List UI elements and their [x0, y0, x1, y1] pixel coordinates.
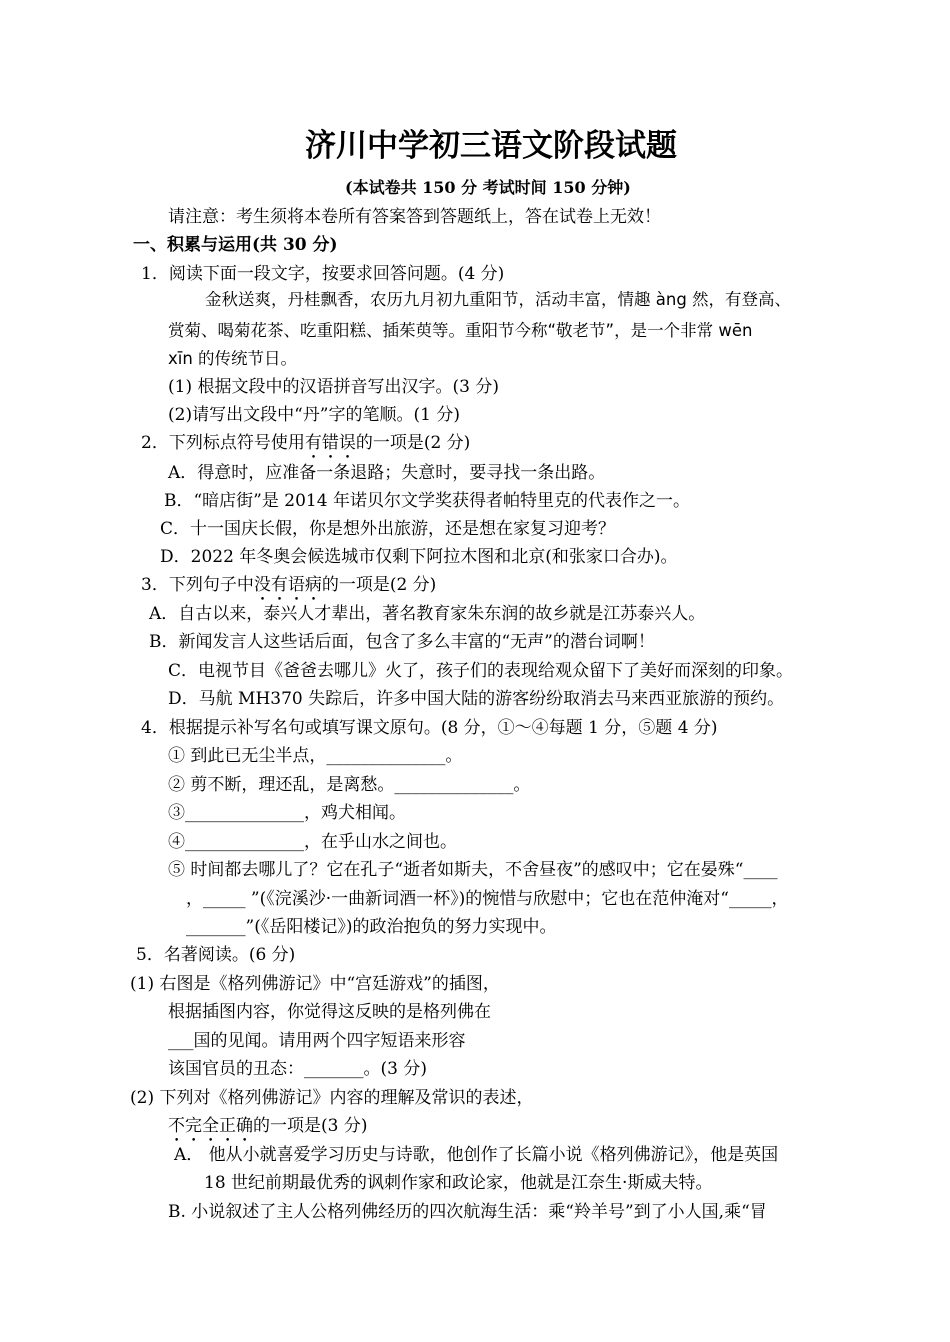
section-heading: 一、积累与运用(共 30 分)	[133, 235, 338, 255]
q1-sub2: (2)请写出文段中“丹”字的笔顺。(1 分)	[168, 405, 460, 425]
q5-stem: 5．名著阅读。(6 分)	[136, 945, 296, 965]
q5-part1-line: ___国的见闻。请用两个四字短语来形容	[168, 1031, 466, 1051]
q1-sub1: (1) 根据文段中的汉语拼音写出汉字。(3 分)	[168, 377, 499, 397]
q2-option-a: A．得意时，应准备一条退路；失意时，要寻找一条出路。	[168, 463, 606, 483]
q3-stem-emphasis: 没有语病	[253, 575, 322, 595]
q1-passage-line: xīn 的传统节日。	[168, 349, 298, 368]
q4-stem: 4．根据提示补写名句或填写课文原句。(8 分，①～④每题 1 分，⑤题 4 分)	[141, 718, 718, 738]
q5-part1-line: 根据插图内容，你觉得这反映的是格列佛在	[168, 1002, 491, 1022]
q3-option-a: A．自古以来，泰兴人才辈出，著名教育家朱东润的故乡就是江苏泰兴人。	[149, 604, 706, 624]
q3-option-c: C．电视节目《爸爸去哪儿》火了，孩子们的表现给观众留下了美好而深刻的印象。	[168, 661, 794, 681]
q1-passage-line: 赏菊、喝菊花茶、吃重阳糕、插茱萸等。重阳节今称“敬老节”，是一个非常 wēn	[168, 321, 753, 340]
q2-stem-post: 的一项是(2 分)	[355, 433, 471, 453]
q3-stem-post: 的一项是(2 分)	[321, 575, 437, 595]
q4-item-2: ② 剪不断，理还乱，是离愁。______________。	[168, 775, 531, 795]
q4-item-5: ⑤ 时间都去哪儿了？它在孔子“逝者如斯夫，不舍昼夜”的感叹中；它在晏殊“____	[168, 860, 778, 880]
q5-part2-emphasis: 不完全正确	[168, 1116, 253, 1136]
q2-stem-pre: 2．下列标点符号使用	[141, 433, 305, 453]
q2-stem	[141, 433, 470, 463]
q3-option-d: D．马航 MH370 失踪后，许多中国大陆的游客纷纷取消去马来西亚旅游的预约。	[168, 689, 785, 709]
q4-item-5-cont: ，_____ ”(《浣溪沙·一曲新词酒一杯》)的惋惜与欣慰中；它也在范仲淹对“_____，	[186, 889, 789, 909]
q2-option-d: D．2022 年冬奥会候选城市仅剩下阿拉木图和北京(和张家口合办)。	[160, 547, 678, 567]
q5-option-a-cont: 18 世纪前期最优秀的讽刺作家和政论家，他就是江奈生·斯威夫特。	[204, 1173, 713, 1193]
q3-stem	[141, 575, 436, 605]
q5-option-a: A． 他从小就喜爱学习历史与诗歌，他创作了长篇小说《格列佛游记》，他是英国	[174, 1145, 779, 1165]
q5-part2-post: 的一项是(3 分)	[253, 1116, 368, 1136]
q5-part1-line: 该国官员的丑态：_______。(3 分)	[168, 1059, 427, 1079]
q4-item-4: ④______________，在乎山水之间也。	[168, 832, 457, 852]
q3-option-b: B．新闻发言人这些话后面，包含了多么丰富的“无声”的潜台词啊！	[149, 632, 655, 652]
q4-item-3: ③______________，鸡犬相闻。	[168, 803, 406, 823]
exam-info: (本试卷共 150 分 考试时间 150 分钟)	[345, 178, 631, 197]
q4-item-5-cont: _______”(《岳阳楼记》)的政治抱负的努力实现中。	[186, 917, 557, 937]
q2-stem-emphasis: 有错误	[304, 433, 356, 453]
q2-option-b: B．“暗店街”是 2014 年诺贝尔文学奖获得者帕特里克的代表作之一。	[164, 491, 690, 511]
q5-part2-stem: (2) 下列对《格列佛游记》内容的理解及常识的表述，	[130, 1088, 534, 1108]
q1-stem: 1．阅读下面一段文字，按要求回答问题。(4 分)	[141, 264, 505, 284]
q5-part2-stem-cont	[168, 1116, 367, 1146]
q1-passage-line: 金秋送爽，丹桂飘香，农历九月初九重阳节，活动丰富，情趣 àng 然，有登高、	[205, 290, 792, 309]
q4-item-1: ① 到此已无尘半点，______________。	[168, 746, 463, 766]
q2-option-c: C．十一国庆长假，你是想外出旅游，还是想在家复习迎考？	[160, 519, 616, 539]
q5-part1-line: (1) 右图是《格列佛游记》中“宫廷游戏”的插图，	[130, 974, 500, 994]
page-title: 济川中学初三语文阶段试题	[305, 128, 677, 164]
q3-stem-pre: 3．下列句子中	[141, 575, 254, 595]
notice: 请注意：考生须将本卷所有答案答到答题纸上，答在试卷上无效！	[168, 207, 661, 227]
q5-option-b: B. 小说叙述了主人公格列佛经历的四次航海生活：乘“羚羊号”到了小人国,乘“冒	[168, 1202, 767, 1222]
